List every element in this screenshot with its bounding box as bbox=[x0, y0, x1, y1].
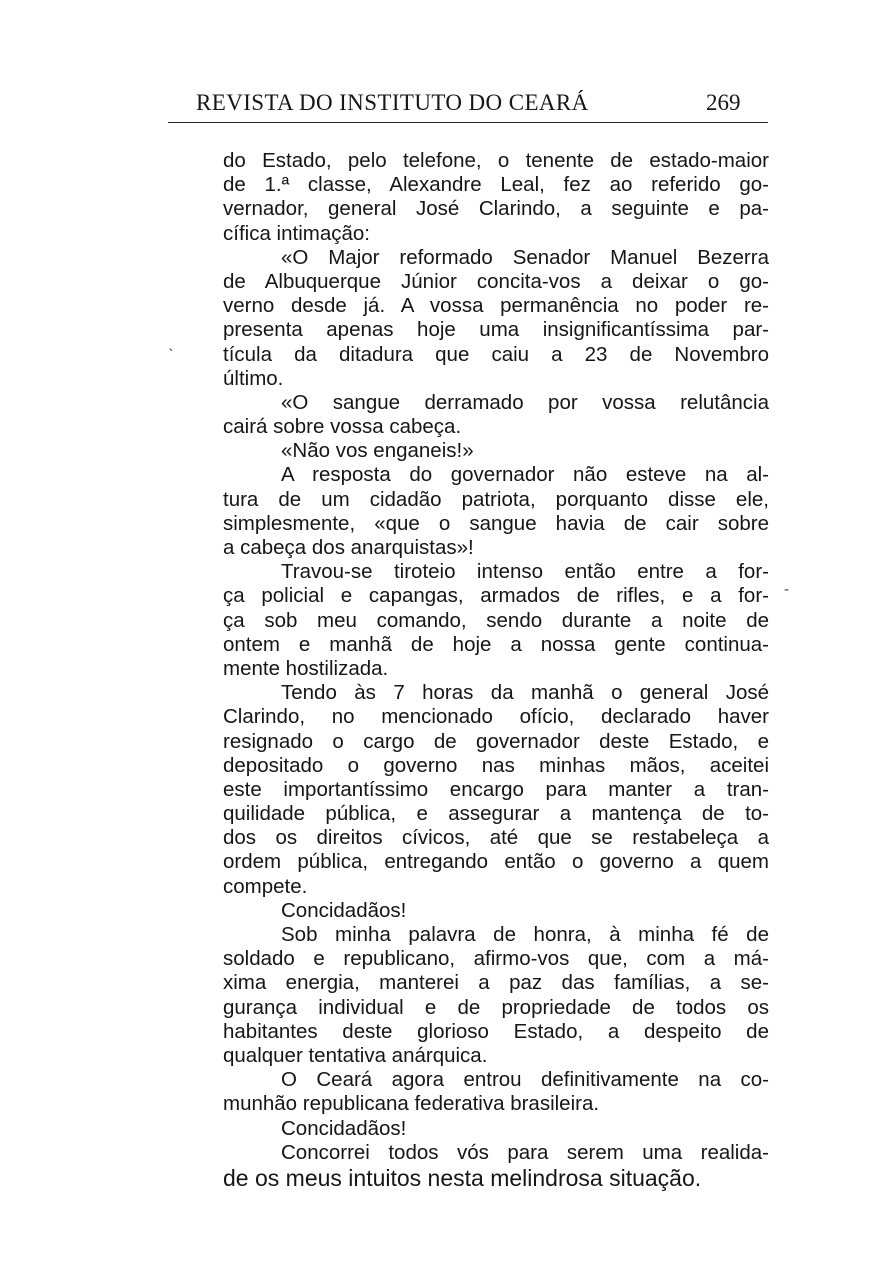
text-line: qualquer tentativa anárquica. bbox=[223, 1043, 488, 1067]
text-line: ontem e manhã de hoje a nossa gente continua- bbox=[223, 632, 769, 656]
text-line: cairá sobre vossa cabeça. bbox=[223, 415, 462, 439]
text-line: «Não vos enganeis!» bbox=[281, 439, 474, 463]
text-line: habitantes deste glorioso Estado, a despeito de bbox=[223, 1019, 769, 1043]
text-line: tícula da ditadura que caiu a 23 de Novembro bbox=[223, 342, 769, 366]
text-line: de Albuquerque Júnior concita-vos a deixar o go- bbox=[223, 269, 769, 293]
text-line: Concidadãos! bbox=[281, 1116, 407, 1140]
text-line: Travou-se tiroteio intenso então entre a for- bbox=[281, 560, 769, 584]
text-line: do Estado, pelo telefone, o tenente de estado-maior bbox=[223, 149, 769, 172]
text-line: vernador, general José Clarindo, a seguinte e pa- bbox=[223, 197, 769, 221]
text-line: A resposta do governador não esteve na al- bbox=[281, 463, 769, 487]
text-line: último. bbox=[223, 366, 284, 390]
margin-speck: - bbox=[784, 582, 790, 598]
text-line: gurança individual e de propriedade de todos os bbox=[223, 995, 769, 1019]
text-line: ordem pública, entregando então o governo a quem bbox=[223, 850, 769, 874]
text-line: Sob minha palavra de honra, à minha fé de bbox=[281, 923, 769, 946]
text-line: ça sob meu comando, sendo durante a noite de bbox=[223, 608, 769, 632]
text-line: quilidade pública, e assegurar a mantença de to- bbox=[223, 802, 769, 826]
text-line: mente hostilizada. bbox=[223, 656, 389, 680]
text-line: cífica intimação: bbox=[223, 221, 370, 245]
text-line: Concidadãos! bbox=[281, 898, 407, 922]
text-line: este importantíssimo encargo para manter a tran- bbox=[223, 777, 769, 801]
text-line: ça policial e capangas, armados de rifles, e a for- bbox=[223, 584, 769, 608]
text-line: verno desde já. A vossa permanência no poder re- bbox=[223, 294, 769, 318]
text-line: de 1.ª classe, Alexandre Leal, fez ao referido go- bbox=[223, 173, 769, 197]
text-line: depositado o governo nas minhas mãos, aceitei bbox=[223, 753, 769, 777]
running-header bbox=[168, 86, 768, 126]
margin-speck: ˋ bbox=[168, 348, 175, 364]
text-line: xima energia, manterei a paz das famílias, a se- bbox=[223, 971, 769, 995]
text-line: presenta apenas hoje uma insignificantíssima par- bbox=[223, 318, 769, 342]
text-line: munhão republicana federativa brasileira. bbox=[223, 1092, 600, 1116]
text-line: «O sangue derramado por vossa relutância bbox=[281, 390, 769, 414]
text-line: de os meus intuitos nesta melindrosa situação. bbox=[223, 1164, 702, 1191]
page-number: 269 bbox=[706, 90, 741, 115]
text-line: Clarindo, no mencionado ofício, declarado haver bbox=[223, 705, 769, 729]
text-line: a cabeça dos anarquistas»! bbox=[223, 536, 474, 559]
text-line: resignado o cargo de governador deste Estado, e bbox=[223, 729, 769, 753]
text-line: Concorrei todos vós para serem uma realida- bbox=[281, 1140, 769, 1164]
text-line: compete. bbox=[223, 874, 308, 898]
text-line: O Ceará agora entrou definitivamente na co- bbox=[281, 1068, 769, 1092]
header-rule bbox=[168, 122, 768, 123]
text-line: Tendo às 7 horas da manhã o general José bbox=[281, 681, 769, 705]
text-line: soldado e republicano, afirmo-vos que, com a má- bbox=[223, 947, 769, 971]
body-text bbox=[223, 149, 769, 1191]
text-line: tura de um cidadão patriota, porquanto disse ele, bbox=[223, 487, 769, 511]
text-line: dos os direitos cívicos, até que se restabeleça a bbox=[223, 826, 769, 850]
journal-title: REVISTA DO INSTITUTO DO CEARÁ bbox=[196, 90, 589, 115]
text-line: simplesmente, «que o sangue havia de cair sobre bbox=[223, 511, 769, 535]
text-line: «O Major reformado Senador Manuel Bezerra bbox=[281, 245, 769, 269]
